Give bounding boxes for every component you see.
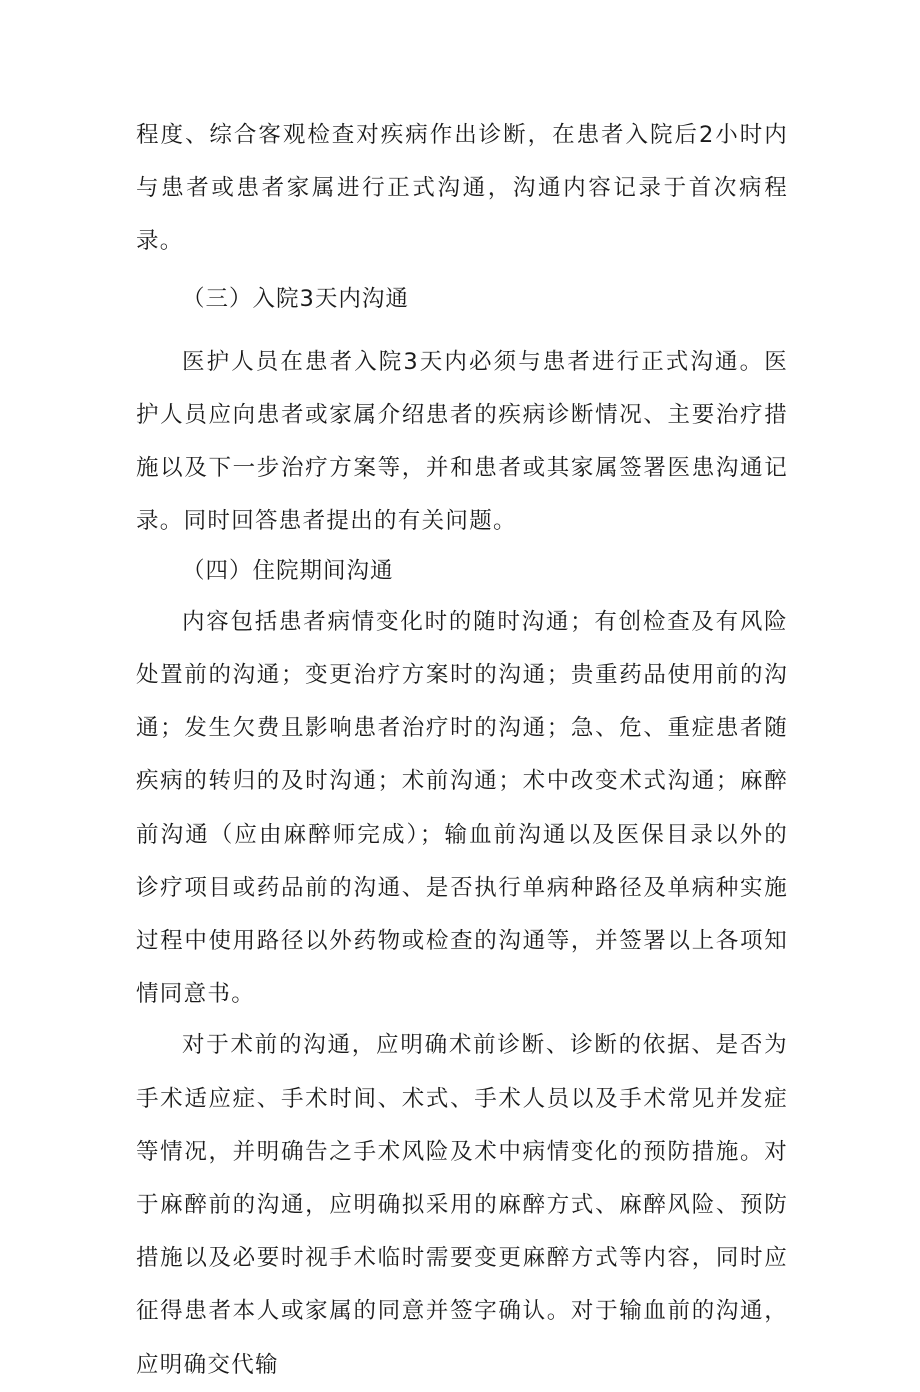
paragraph-surgery-communication: 对于术前的沟通，应明确术前诊断、诊断的依据、是否为手术适应症、手术时间、术式、手术人员以及手术常见并发症等情况，并明确告之手术风险及术中病情变化的预防措施。对于麻醉前的沟通，应明确拟采用的麻醉方式、麻醉风险、预防措施以及必要时视手术临时需要变更麻醉方式等内容，同时应征得患者本人或家属的同意并签字确认。对于输血前的沟通，应明确交代输 <box>136 1032 788 1378</box>
document-body <box>136 109 788 1392</box>
paragraph-section-3: 医护人员在患者入院3天内必须与患者进行正式沟通。医护人员应向患者或家属介绍患者的疾病诊断情况、主要治疗措施以及下一步治疗方案等，并和患者或其家属签署医患沟通记录。同时回答患者提出的有关问题。 <box>136 348 788 535</box>
section-heading-4: （四）住院期间沟通 <box>182 557 394 584</box>
paragraph-section-4: 内容包括患者病情变化时的随时沟通；有创检查及有风险处置前的沟通；变更治疗方案时的沟通；贵重药品使用前的沟通；发生欠费且影响患者治疗时的沟通；急、危、重症患者随疾病的转归的及时沟通；术前沟通；术中改变术式沟通；麻醉前沟通（应由麻醉师完成）；输血前沟通以及医保目录以外的诊疗项目或药品前的沟通、是否执行单病种路径及单病种实施过程中使用路径以外药物或检查的沟通等，并签署以上各项知情同意书。 <box>136 608 788 1008</box>
paragraph-continued: 程度、综合客观检查对疾病作出诊断，在患者入院后2小时内与患者或患者家属进行正式沟通，沟通内容记录于首次病程录。 <box>136 122 788 255</box>
section-heading-3: （三）入院3天内沟通 <box>182 285 409 312</box>
